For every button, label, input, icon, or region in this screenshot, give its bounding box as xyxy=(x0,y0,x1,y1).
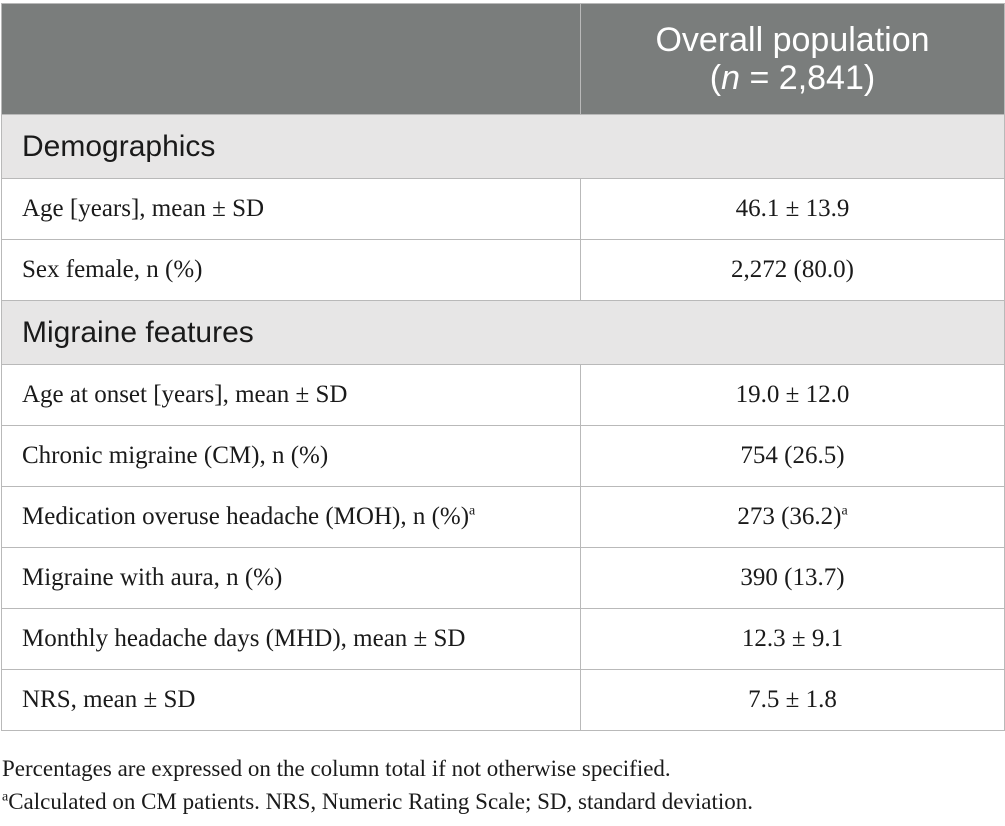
row-value: 754 (26.5) xyxy=(581,426,1005,487)
footnote-line-1: Percentages are expressed on the column total if not otherwise specified. xyxy=(2,756,671,781)
row-value: 46.1 ± 13.9 xyxy=(581,179,1005,240)
table-row xyxy=(2,548,1005,609)
row-value: 2,272 (80.0) xyxy=(581,240,1005,301)
row-value: 7.5 ± 1.8 xyxy=(581,670,1005,731)
table-header-row xyxy=(2,4,1005,115)
table-row xyxy=(2,365,1005,426)
row-label: Migraine with aura, n (%) xyxy=(2,548,581,609)
table-row xyxy=(2,487,1005,548)
table-row xyxy=(2,609,1005,670)
footnote-marker: a xyxy=(841,503,848,519)
footnote-marker: a xyxy=(2,789,9,805)
row-label-cell xyxy=(2,487,581,548)
section-title: Migraine features xyxy=(2,301,1005,365)
row-label: NRS, mean ± SD xyxy=(2,670,581,731)
table-row xyxy=(2,670,1005,731)
header-overall-population xyxy=(581,4,1005,115)
table-footnotes xyxy=(2,752,1002,818)
table-row xyxy=(2,240,1005,301)
footnote-text: Calculated on CM patients. NRS, Numeric Rating Scale; SD, standard deviation. xyxy=(8,789,754,814)
header-empty-cell xyxy=(2,4,581,115)
row-value: 19.0 ± 12.0 xyxy=(581,365,1005,426)
header-n-count: = 2,841) xyxy=(740,59,876,97)
table-row xyxy=(2,179,1005,240)
footnote-line-2 xyxy=(2,785,1002,818)
row-value: 390 (13.7) xyxy=(581,548,1005,609)
header-n-symbol: n xyxy=(721,59,741,97)
header-paren-open: ( xyxy=(709,59,722,97)
row-label: Medication overuse headache (MOH), n (%) xyxy=(22,503,470,530)
demographics-table xyxy=(1,3,1005,731)
row-label: Chronic migraine (CM), n (%) xyxy=(2,426,581,487)
row-label: Sex female, n (%) xyxy=(2,240,581,301)
row-value: 12.3 ± 9.1 xyxy=(581,609,1005,670)
row-value: 273 (36.2) xyxy=(737,503,842,530)
footnote-marker: a xyxy=(469,503,476,519)
row-label: Age at onset [years], mean ± SD xyxy=(2,365,581,426)
row-value-cell xyxy=(581,487,1005,548)
header-title: Overall population xyxy=(655,21,930,59)
row-label: Monthly headache days (MHD), mean ± SD xyxy=(2,609,581,670)
section-row-migraine-features xyxy=(2,301,1005,365)
section-title: Demographics xyxy=(2,115,1005,179)
row-label: Age [years], mean ± SD xyxy=(2,179,581,240)
section-row-demographics xyxy=(2,115,1005,179)
table-row xyxy=(2,426,1005,487)
